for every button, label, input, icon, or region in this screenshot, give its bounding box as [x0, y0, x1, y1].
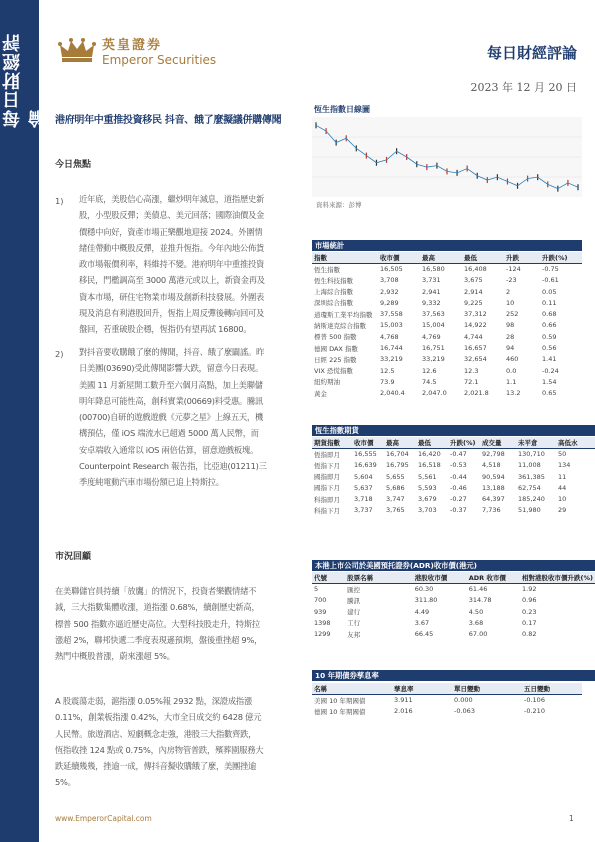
- table-cell: 建行: [347, 608, 361, 617]
- report-date: 2023 年 12 月 20 日: [470, 81, 577, 94]
- column-header: 最高: [384, 437, 416, 448]
- table-cell: 37,312: [464, 310, 487, 319]
- text-line: 安卓端收入通常以 iOS 兩倍估算，留意遊戲板塊。: [79, 444, 259, 455]
- table-cell: 5,637: [354, 483, 373, 492]
- table-cell: 16,704: [386, 450, 409, 459]
- table-cell: 15,003: [380, 321, 403, 330]
- column-header: 收市價: [378, 252, 420, 263]
- table-cell: 37,558: [380, 310, 403, 319]
- table-cell: 9,225: [464, 298, 483, 307]
- table-cell: 國指下月: [314, 484, 340, 493]
- table-cell: 0.000: [454, 696, 473, 705]
- table-cell: 德國 DAX 指數: [314, 344, 358, 353]
- table-row: [312, 365, 582, 376]
- column-header: 單日變動: [452, 683, 522, 694]
- column-header: 升跌: [504, 252, 540, 263]
- table-cell: 納斯達克綜合指數: [314, 321, 366, 330]
- table-cell: 16,657: [464, 344, 487, 353]
- table-cell: 29: [558, 506, 567, 515]
- text-line: 0.11%，創業板指漲 0.42%，大市全日成交約 6428 億元: [55, 712, 262, 723]
- table-cell: 黃金: [314, 389, 327, 398]
- text-line: 明年降息可能性高，創科實業(00669)料受惠。騰訊: [79, 395, 264, 406]
- table-cell: 92,798: [482, 450, 505, 459]
- table-cell: 3,731: [422, 276, 441, 285]
- table-cell: 61.46: [468, 585, 488, 594]
- table-cell: 4.49: [414, 607, 430, 616]
- futures-table: [312, 437, 595, 516]
- table-cell: 185,240: [518, 495, 545, 504]
- table-cell: 0.66: [542, 321, 557, 330]
- table-row: [312, 275, 582, 286]
- review-paragraph-1: [55, 583, 305, 664]
- table-cell: 0.23: [522, 607, 537, 616]
- table-cell: 0.59: [542, 332, 557, 341]
- text-line: 季度純電動汽車市場份額已追上特斯拉。: [79, 477, 224, 488]
- focus-item-num: 1): [55, 196, 64, 206]
- table-cell: 16,505: [380, 265, 403, 274]
- table-cell: 13.2: [506, 389, 521, 398]
- column-header: 收市價: [352, 437, 384, 448]
- column-header: 港股收市價: [413, 572, 467, 583]
- table-cell: 道瓊斯工業平均指數: [314, 310, 373, 319]
- table-cell: 0.96: [522, 596, 537, 605]
- table-cell: 3.67: [414, 618, 430, 627]
- table-cell: 32,654: [464, 355, 487, 364]
- table-cell: 16,744: [380, 344, 403, 353]
- table-cell: 16,555: [354, 450, 377, 459]
- text-line: 人民幣。旅遊酒店、短劇概念走強，港股三大指數齊跌，: [55, 728, 257, 739]
- text-line: 標普 500 指數亦逼近歷史高位。大型科技股走升，特斯拉: [55, 618, 260, 629]
- table-cell: 5: [314, 585, 319, 594]
- table-cell: 標普 500 指數: [314, 333, 357, 342]
- table-cell: 460: [506, 355, 519, 364]
- table-cell: 50: [558, 450, 567, 459]
- table-cell: 130,710: [518, 450, 545, 459]
- text-line: 價穩中向好，資產市場正樂觀地迎接 2024。外圍情: [79, 226, 263, 237]
- table-cell: 0.05: [542, 287, 557, 296]
- table-cell: 3,703: [418, 506, 437, 515]
- table-cell: 67.00: [468, 630, 488, 639]
- table-cell: 3,708: [380, 276, 399, 285]
- text-line: (00700)自研的遊戲遊戲《元夢之星》上線五天，機: [79, 412, 264, 423]
- column-header: 股票名稱: [345, 572, 413, 583]
- table-cell: 3,737: [354, 506, 373, 515]
- column-header: 相對港股收市價升跌(%): [520, 572, 595, 583]
- table-cell: 恆生指數: [314, 265, 340, 274]
- table-cell: 5,604: [354, 472, 373, 481]
- column-header: 升跌(%): [448, 437, 480, 448]
- table-cell: 28: [506, 332, 515, 341]
- table-cell: 16,518: [418, 461, 441, 470]
- table-cell: 3,679: [418, 495, 437, 504]
- text-line: 對抖音要收購餓了麼的傳聞，抖音、餓了麼闢謠。昨: [79, 347, 265, 357]
- table-cell: 15,004: [422, 321, 445, 330]
- table-cell: 3.911: [394, 696, 413, 705]
- table-cell: 工行: [347, 619, 361, 628]
- bonds-title: 10 年期債券孳息率: [312, 670, 595, 681]
- table-cell: VIX 恐慌指數: [314, 367, 353, 376]
- table-row: [312, 493, 595, 504]
- table-row: [312, 308, 582, 319]
- table-cell: -0.106: [524, 696, 545, 705]
- table-cell: 2,021.8: [464, 389, 489, 398]
- review-heading: 市況回顧: [55, 552, 92, 562]
- table-cell: 日經 225 指數: [314, 355, 357, 364]
- table-cell: 7,736: [482, 506, 501, 515]
- table-row: [312, 706, 582, 717]
- table-cell: 3,765: [386, 506, 405, 515]
- table-cell: 2,932: [380, 287, 399, 296]
- table-cell: 0.65: [542, 389, 557, 398]
- table-cell: 16,751: [422, 344, 445, 353]
- table-cell: 9,332: [422, 298, 441, 307]
- sidebar: [0, 0, 49, 842]
- table-cell: -23: [506, 276, 517, 285]
- company-logo: [58, 34, 216, 67]
- table-cell: 13,188: [482, 483, 505, 492]
- table-cell: 匯控: [347, 585, 361, 594]
- column-header: 未平倉: [516, 437, 556, 448]
- chart-title: 恆生指數日線圖: [314, 105, 370, 114]
- text-line: 構預估，僅 iOS 端流水已超過 5000 萬人民幣，而: [79, 428, 259, 439]
- column-header: 最高: [420, 252, 462, 263]
- sidebar-title: 每日財經評論: [2, 33, 49, 128]
- column-header: 最低: [462, 252, 504, 263]
- focus-item-num: 2): [55, 349, 64, 359]
- text-line: Counterpoint Research 報告指，比亞迪(01211)三: [79, 461, 267, 472]
- table-cell: 62,754: [518, 483, 541, 492]
- table-cell: 66.45: [414, 630, 434, 639]
- text-line: 股，小型股反彈；美債息、美元回落；國際油價及金: [79, 210, 265, 221]
- table-cell: 4,518: [482, 461, 501, 470]
- text-line: 盤回，若重破股企穩，恆指仍有望再試 16800。: [79, 324, 252, 335]
- table-cell: 騰訊: [347, 596, 361, 605]
- table-cell: -0.063: [454, 707, 475, 716]
- table-cell: 2: [506, 287, 511, 296]
- table-cell: 5,561: [418, 472, 437, 481]
- table-row: [312, 297, 582, 308]
- table-cell: 1.54: [542, 377, 557, 386]
- futures-title: 恆生指數期貨: [312, 425, 595, 436]
- table-cell: 16,408: [464, 265, 487, 274]
- text-line: 近年底，美股信心高漲，繼炒明年減息，道指歷史新: [79, 194, 265, 204]
- table-cell: 5,655: [386, 472, 405, 481]
- text-line: 現及消息有利港股回升，恆指上周反彈後轉向回可及: [79, 308, 265, 319]
- table-cell: 72.1: [464, 377, 479, 386]
- table-cell: 國指即月: [314, 473, 340, 482]
- table-cell: 恆生科技指數: [314, 276, 353, 285]
- table-cell: -0.27: [450, 495, 467, 504]
- table-cell: 4,768: [380, 332, 399, 341]
- column-header: 名稱: [312, 683, 392, 694]
- logo-chinese: 英皇證券: [102, 38, 163, 53]
- table-cell: 14,922: [464, 321, 487, 330]
- table-row: [312, 482, 595, 493]
- table-cell: 0.68: [542, 310, 557, 319]
- text-line: 在美聯儲官員持續「放鷹」的情況下，投資者樂觀情緒不: [55, 586, 257, 596]
- table-cell: 2,914: [464, 287, 483, 296]
- table-row: [312, 388, 582, 399]
- column-header: 代號: [312, 572, 345, 583]
- logo-english: Emperor Securities: [102, 53, 217, 67]
- table-cell: 33,219: [422, 355, 445, 364]
- text-line: A 股震蕩走弱，滬指漲 0.05%報 2932 點，深證成指漲: [55, 696, 252, 706]
- market-stats-table: [312, 252, 582, 399]
- text-line: 減，三大指數集體收漲，道指漲 0.68%，續創歷史新高，: [55, 602, 260, 613]
- table-cell: 12.3: [464, 366, 479, 375]
- table-row: [312, 617, 595, 628]
- text-line: 恆指收挫 124 點或 0.75%，內房物管普跌，殯葬園服務大: [55, 744, 264, 755]
- headline: 港府明年中重推投資移民 抖音、餓了麼擬議併購傳聞: [55, 115, 282, 126]
- footer-url[interactable]: www.EmperorCapital.com: [55, 814, 152, 823]
- table-cell: -124: [506, 265, 521, 274]
- table-cell: 0.17: [522, 618, 537, 627]
- table-cell: 252: [506, 310, 519, 319]
- table-cell: 0.11: [542, 298, 557, 307]
- text-line: 熱門中概股普漲，蔚來漲超 5%。: [55, 651, 175, 662]
- crown-icon: [58, 37, 96, 65]
- table-row: [312, 376, 582, 387]
- market-stats-title: 市場統計: [312, 240, 582, 251]
- table-row: [312, 354, 582, 365]
- table-row: [312, 342, 582, 353]
- adr-table: [312, 572, 595, 640]
- text-line: 緒佳帶動中概股反彈，並推升恆指。今年內地公佈貨: [79, 242, 265, 253]
- table-cell: 3.68: [468, 618, 484, 627]
- table-cell: 科指即月: [314, 495, 340, 504]
- table-cell: 16,420: [418, 450, 441, 459]
- table-cell: 311.80: [414, 596, 438, 605]
- table-cell: 2,047.0: [422, 389, 447, 398]
- table-cell: 60.30: [414, 585, 434, 594]
- table-cell: 4,744: [464, 332, 483, 341]
- hsi-daily-chart: [312, 117, 582, 197]
- table-cell: 939: [314, 607, 327, 616]
- table-cell: 16,795: [386, 461, 409, 470]
- table-cell: -0.53: [450, 461, 467, 470]
- table-cell: 90,594: [482, 472, 505, 481]
- table-cell: 74.5: [422, 377, 437, 386]
- column-header: 升跌(%): [540, 252, 582, 263]
- table-cell: -0.46: [450, 483, 467, 492]
- table-cell: 5,593: [418, 483, 437, 492]
- table-cell: 1398: [314, 618, 331, 627]
- table-cell: 73.9: [380, 377, 395, 386]
- table-cell: 11: [558, 472, 567, 481]
- table-cell: 友邦: [347, 630, 361, 639]
- table-cell: 0.82: [522, 630, 537, 639]
- column-header: 五日變動: [522, 683, 582, 694]
- table-cell: 33,219: [380, 355, 403, 364]
- table-cell: 12.5: [380, 366, 395, 375]
- text-line: 政市場報價利率，料維持不變。港府明年中重推投資: [79, 259, 265, 270]
- table-cell: -0.61: [542, 276, 559, 285]
- table-row: [312, 331, 582, 342]
- table-cell: 700: [314, 596, 327, 605]
- table-cell: 134: [558, 461, 571, 470]
- chart-source: 資料來源：彭博: [316, 201, 362, 209]
- table-row: [312, 694, 582, 705]
- table-cell: 51,980: [518, 506, 541, 515]
- table-cell: 3,718: [354, 495, 373, 504]
- column-header: 高低水: [556, 437, 595, 448]
- table-row: [312, 286, 582, 297]
- table-cell: -0.210: [524, 707, 545, 716]
- table-cell: -0.24: [542, 366, 559, 375]
- table-cell: 恆指下月: [314, 461, 340, 470]
- table-row: [312, 460, 595, 471]
- table-row: [312, 320, 582, 331]
- table-cell: 94: [506, 344, 515, 353]
- focus-item-2: [79, 344, 304, 491]
- table-cell: 0.56: [542, 344, 557, 353]
- table-cell: 98: [506, 321, 515, 330]
- column-header: 孳息率: [392, 683, 452, 694]
- table-cell: 16,580: [422, 265, 445, 274]
- text-line: 5%。: [55, 777, 76, 788]
- text-line: 移民，門檻調高至 3000 萬港元或以上，新資金再及: [79, 275, 265, 286]
- table-cell: 2.016: [394, 707, 413, 716]
- table-cell: 11,008: [518, 461, 541, 470]
- table-row: [312, 628, 595, 639]
- table-row: [312, 595, 595, 606]
- table-cell: -0.44: [450, 472, 467, 481]
- table-row: [312, 448, 595, 459]
- table-cell: 1299: [314, 630, 331, 639]
- table-cell: -0.47: [450, 450, 467, 459]
- page-number: 1: [569, 814, 574, 823]
- focus-item-1: [79, 191, 304, 338]
- table-row: [312, 583, 595, 594]
- table-cell: 2,040.4: [380, 389, 405, 398]
- table-row: [312, 263, 582, 274]
- table-cell: 16,639: [354, 461, 377, 470]
- text-line: 美國 11 月新屋開工數升至六個月高點，加上美聯儲: [79, 379, 263, 390]
- table-cell: 1.92: [522, 585, 537, 594]
- review-paragraph-2: [55, 693, 305, 791]
- table-cell: 4.50: [468, 607, 484, 616]
- table-cell: 2,941: [422, 287, 441, 296]
- bonds-table: [312, 683, 582, 717]
- table-cell: 9,289: [380, 298, 399, 307]
- table-cell: 4,769: [422, 332, 441, 341]
- table-cell: 10: [558, 495, 567, 504]
- table-cell: 10: [506, 298, 515, 307]
- text-line: 跌延續幾幾，挫逾一成，傳抖音擬收購餓了麼，美團挫逾: [55, 761, 257, 772]
- table-cell: -0.75: [542, 265, 559, 274]
- table-cell: 德國 10 年期國債: [314, 707, 366, 716]
- focus-heading: 今日焦點: [55, 160, 92, 170]
- column-header: 期貨指數: [312, 437, 352, 448]
- table-row: [312, 606, 595, 617]
- column-header: 最低: [416, 437, 448, 448]
- table-row: [312, 471, 595, 482]
- text-line: 日美團(03690)受此傳聞影響大跌，留意今日表現。: [79, 363, 264, 374]
- table-cell: 3,747: [386, 495, 405, 504]
- table-cell: 5,686: [386, 483, 405, 492]
- table-cell: 科指下月: [314, 506, 340, 515]
- column-header: ADR 收市價: [467, 572, 520, 583]
- text-line: 漲超 2%，聯邦快遞二季度表現遜預期，盤後重挫超 9%，: [55, 634, 263, 645]
- table-cell: 64,397: [482, 495, 505, 504]
- table-cell: 361,385: [518, 472, 545, 481]
- table-cell: 紐約期油: [314, 378, 340, 387]
- text-line: 資本市場，研住宅物業市場及創新科技發展。外圍表: [79, 291, 265, 302]
- table-cell: 37,563: [422, 310, 445, 319]
- adr-title: 本港上市公司於美國預托證券(ADR)收市價(港元): [312, 560, 595, 571]
- table-row: [312, 505, 595, 516]
- column-header: 成交量: [480, 437, 516, 448]
- report-title: 每日財經評論: [486, 44, 577, 62]
- table-cell: 314.78: [468, 596, 492, 605]
- table-cell: -0.37: [450, 506, 467, 515]
- table-cell: 1.41: [542, 355, 557, 364]
- table-cell: 12.6: [422, 366, 437, 375]
- table-cell: 深圳綜合指數: [314, 299, 353, 308]
- table-cell: 美國 10 年期國債: [314, 696, 366, 705]
- table-cell: 0.0: [506, 366, 517, 375]
- table-cell: 上海綜合指數: [314, 288, 353, 297]
- table-cell: 3,675: [464, 276, 483, 285]
- column-header: 指數: [312, 252, 378, 263]
- table-cell: 恆指即月: [314, 450, 340, 459]
- table-cell: 1.1: [506, 377, 517, 386]
- table-cell: 44: [558, 483, 567, 492]
